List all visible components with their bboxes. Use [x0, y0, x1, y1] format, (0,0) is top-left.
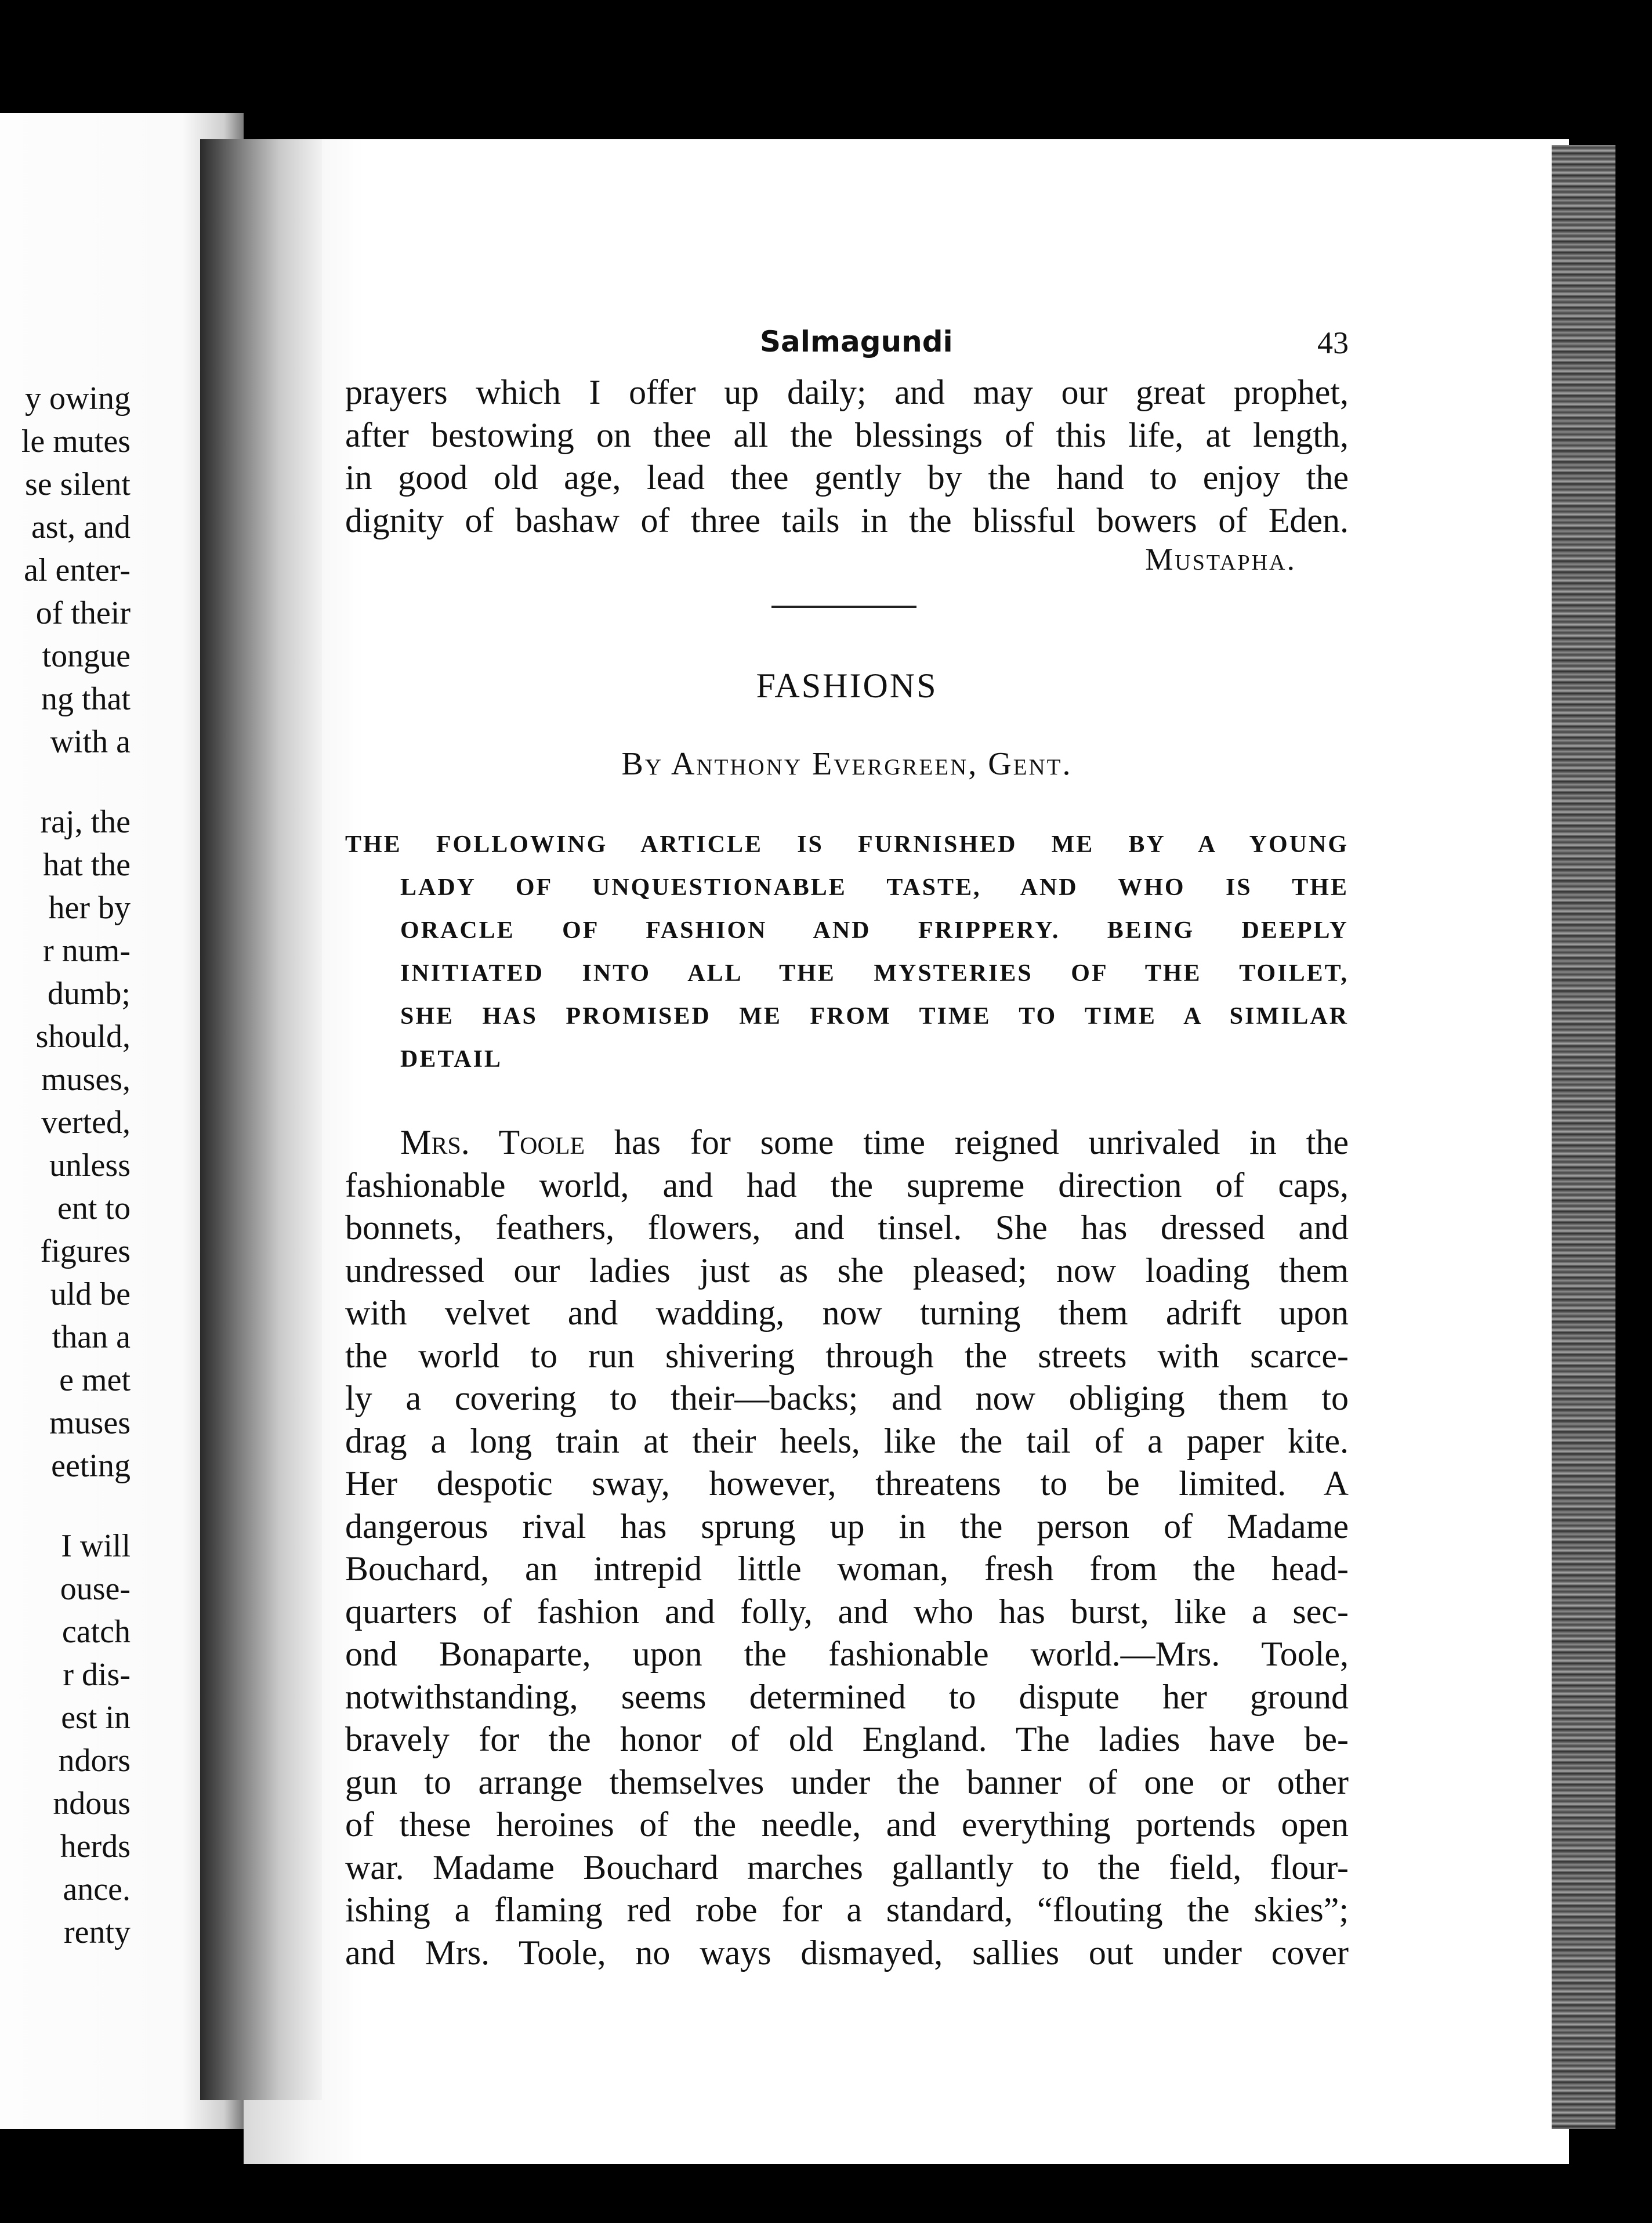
- left-page-line: y owing: [25, 381, 131, 417]
- note-line: THE FOLLOWING ARTICLE IS FURNISHED ME BY A YOUNG: [345, 831, 1349, 858]
- note-line: DETAIL: [400, 1046, 502, 1073]
- left-page-line: est in: [61, 1700, 131, 1736]
- page-number: 43: [1317, 325, 1349, 360]
- running-header: [345, 313, 1349, 371]
- text-line: of these heroines of the needle, and everything portends open: [345, 1805, 1349, 1844]
- note-line: ORACLE OF FASHION AND FRIPPERY. BEING DEEPLY: [400, 917, 1349, 944]
- text-line: in good old age, lead thee gently by the hand to enjoy the: [345, 458, 1349, 497]
- left-page-line: eeting: [51, 1448, 131, 1484]
- left-page-line: should,: [35, 1019, 131, 1055]
- left-page-line: ndors: [58, 1743, 131, 1779]
- text-line: dangerous rival has sprung up in the person of Madame: [345, 1507, 1349, 1545]
- left-page-line: [0, 763, 131, 801]
- note-line: LADY OF UNQUESTIONABLE TASTE, AND WHO IS THE: [400, 874, 1349, 901]
- left-page-line: muses: [49, 1405, 131, 1441]
- signature: Mustapha.: [1145, 542, 1296, 577]
- left-page-line: verted,: [41, 1105, 131, 1141]
- note-line: INITIATED INTO ALL THE MYSTERIES OF THE TOILET,: [400, 960, 1349, 987]
- body-paragraph: [345, 1121, 1349, 1974]
- left-page-line: e met: [59, 1362, 131, 1398]
- left-page-line: al enter-: [24, 552, 131, 588]
- left-page-line: uld be: [50, 1276, 131, 1312]
- text-line: prayers which I offer up daily; and may our great prophet,: [345, 373, 1349, 411]
- book-gutter-shadow: [200, 139, 322, 2100]
- text-line: ond Bonaparte, upon the fashionable world.—Mrs. Toole,: [345, 1635, 1349, 1673]
- section-title: FASHIONS: [756, 667, 938, 705]
- left-page-line: catch: [61, 1614, 131, 1650]
- left-page-line: figures: [40, 1233, 131, 1269]
- left-page-line: herds: [60, 1829, 131, 1864]
- section-divider: [771, 606, 916, 608]
- left-page-line: raj, the: [40, 804, 131, 840]
- text-line: and Mrs. Toole, no ways dismayed, sallies out under cover: [345, 1933, 1349, 1972]
- text-line: ly a covering to their—backs; and now obliging them to: [345, 1379, 1349, 1417]
- left-page-line: muses,: [41, 1062, 131, 1098]
- text-line: fashionable world, and had the supreme direction of caps,: [345, 1165, 1349, 1204]
- text-line: the world to run shivering through the streets with scarce-: [345, 1336, 1349, 1375]
- left-page-line: tongue: [42, 638, 131, 674]
- byline: By Anthony Evergreen, Gent.: [621, 746, 1073, 782]
- text-line: bravely for the honor of old England. The ladies have be-: [345, 1720, 1349, 1758]
- left-page-line: ast, and: [31, 509, 131, 545]
- running-title: Salmagundi: [760, 325, 953, 359]
- text-line: drag a long train at their heels, like the tail of a paper kite.: [345, 1421, 1349, 1460]
- text-line: Her despotic sway, however, threatens to be limited. A: [345, 1464, 1349, 1502]
- left-page-line: dumb;: [47, 976, 131, 1012]
- left-page-line: ance.: [63, 1871, 131, 1907]
- text-fragment: has for some time reigned unrivaled in the: [585, 1123, 1349, 1161]
- closing-paragraph: [345, 371, 1349, 542]
- left-page-line: unless: [49, 1147, 131, 1183]
- lead-name: Mrs. Toole: [400, 1123, 585, 1161]
- left-page-line: ouse-: [60, 1571, 131, 1607]
- text-line: with velvet and wadding, now turning them adrift upon: [345, 1294, 1349, 1332]
- left-page-text: [0, 377, 131, 1954]
- left-page-line: ng that: [41, 681, 131, 717]
- left-page-line: se silent: [25, 466, 131, 502]
- left-page-line: ent to: [57, 1190, 131, 1226]
- left-page-line: with a: [50, 724, 131, 760]
- text-line: gun to arrange themselves under the banner of one or other: [345, 1762, 1349, 1801]
- text-line: bonnets, feathers, flowers, and tinsel. She has dressed and: [345, 1208, 1349, 1247]
- left-page-line: le mutes: [21, 423, 131, 459]
- text-line: notwithstanding, seems determined to dispute her ground: [345, 1677, 1349, 1716]
- left-page-line: ndous: [53, 1786, 131, 1822]
- text-line: [345, 1121, 1349, 1164]
- left-page-line: [0, 1487, 131, 1525]
- left-page-line: r num-: [43, 933, 131, 969]
- editor-note: [345, 823, 1349, 1081]
- text-line: dignity of bashaw of three tails in the blissful bowers of Eden.: [345, 501, 1349, 540]
- text-line: undressed our ladies just as she pleased; now loading them: [345, 1251, 1349, 1290]
- left-page-line: r dis-: [63, 1657, 131, 1693]
- left-page-line: of their: [35, 595, 131, 631]
- left-page-line: than a: [52, 1319, 131, 1355]
- left-page-line: renty: [63, 1914, 131, 1950]
- left-page-line: hat the: [43, 847, 131, 883]
- text-line: after bestowing on thee all the blessings of this life, at length,: [345, 415, 1349, 454]
- note-line: SHE HAS PROMISED ME FROM TIME TO TIME A SIMILAR: [400, 1003, 1349, 1030]
- text-line: quarters of fashion and folly, and who has burst, like a sec-: [345, 1592, 1349, 1631]
- left-page-line: her by: [48, 890, 131, 926]
- text-line: Bouchard, an intrepid little woman, fresh from the head-: [345, 1549, 1349, 1588]
- text-line: ishing a flaming red robe for a standard, “flouting the skies”;: [345, 1891, 1349, 1929]
- page-edge-texture: [1552, 145, 1615, 2129]
- left-page-line: I will: [61, 1528, 131, 1564]
- text-line: war. Madame Bouchard marches gallantly to the field, flour-: [345, 1848, 1349, 1887]
- right-page-content: [345, 313, 1349, 1974]
